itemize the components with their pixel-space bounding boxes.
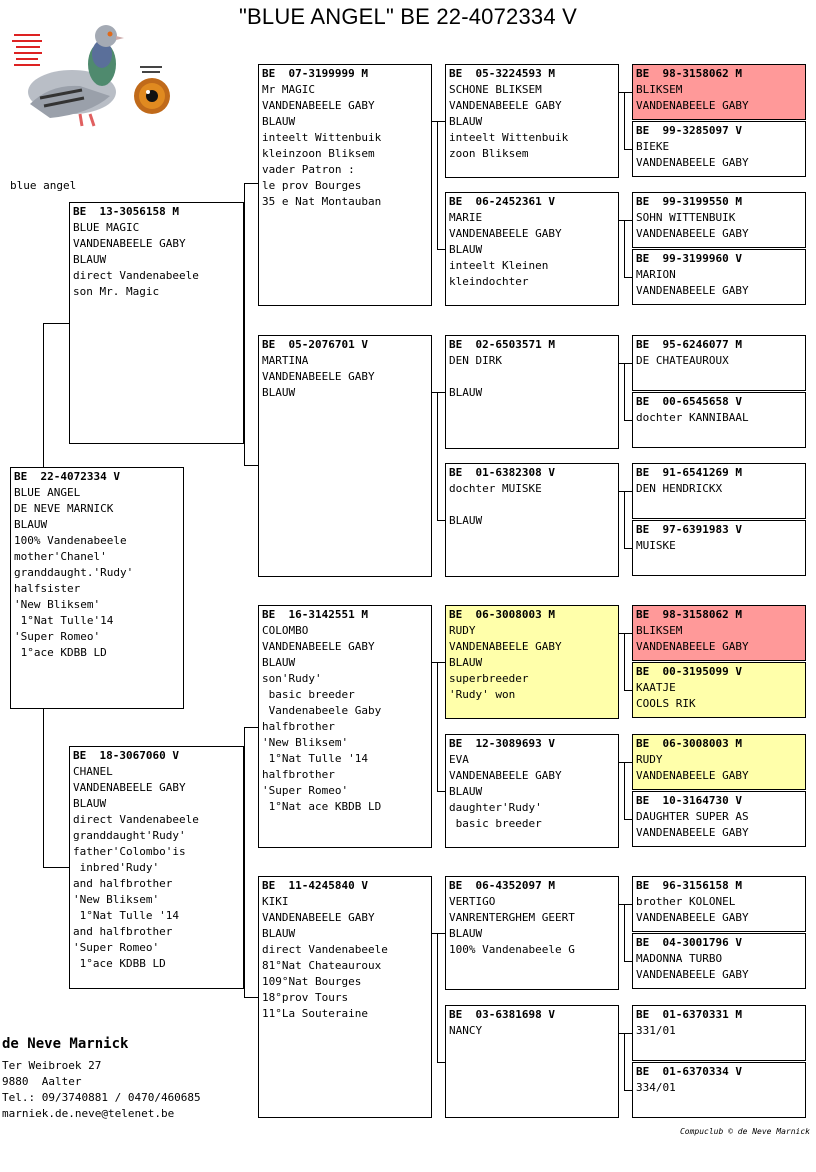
pigeon-card-g15 — [632, 1005, 806, 1061]
pigeon-info-line: VANDENABEELE GABY — [73, 237, 186, 250]
ring-number: BE 22-4072334 V — [14, 470, 120, 483]
pigeon-info-line: le prov Bourges — [262, 179, 362, 192]
ring-number: BE 06-4352097 M — [449, 879, 555, 892]
connector-line — [624, 904, 625, 961]
pigeon-info-line: BLAUW — [262, 386, 296, 399]
pigeon-info-line: SOHN WITTENBUIK — [636, 211, 736, 224]
pigeon-info-line: VANDENABEELE GABY — [636, 156, 749, 169]
ring-number: BE 01-6382308 V — [449, 466, 555, 479]
pigeon-info-line: 'New Bliksem' — [262, 736, 349, 749]
connector-line — [624, 1033, 625, 1090]
pigeon-info-line: 1°Nat Tulle'14 — [14, 614, 114, 627]
pigeon-card-mother — [69, 746, 244, 989]
pigeon-card-g14 — [632, 933, 806, 989]
ring-number: BE 06-2452361 V — [449, 195, 555, 208]
pigeon-info-line: BLAUW — [449, 927, 483, 940]
connector-line — [43, 867, 69, 868]
ring-number: BE 04-3001796 V — [636, 936, 742, 949]
connector-line — [624, 961, 632, 962]
pigeon-card-g16 — [632, 1062, 806, 1118]
pigeon-card-g5 — [632, 335, 806, 391]
connector-line — [43, 323, 44, 467]
pigeon-info-line: dochter KANNIBAAL — [636, 411, 749, 424]
pigeon-card-g7 — [632, 463, 806, 519]
ring-number: BE 96-3156158 M — [636, 879, 742, 892]
pigeon-info-line: inteelt Wittenbuik — [449, 131, 569, 144]
pigeon-info-line: inteelt Wittenbuik — [262, 131, 382, 144]
pigeon-info-line: VANDENABEELE GABY — [636, 911, 749, 924]
connector-line — [437, 791, 445, 792]
connector-line — [619, 363, 632, 364]
connector-line — [244, 727, 258, 728]
connector-line — [624, 690, 632, 691]
pigeon-info-line: BLAUW — [73, 253, 107, 266]
pigeon-card-g12 — [632, 791, 806, 847]
pigeon-card-g2 — [632, 121, 806, 177]
connector-line — [624, 548, 632, 549]
pigeon-info-line: halfbrother — [262, 720, 335, 733]
pigeon-card-g1 — [632, 64, 806, 120]
connector-line — [624, 491, 625, 548]
pigeon-info-line: BLIKSEM — [636, 83, 683, 96]
pigeon-info-line: 'Super Romeo' — [14, 630, 101, 643]
pigeon-info-line: VANDENABEELE GABY — [449, 640, 562, 653]
ring-number: BE 10-3164730 V — [636, 794, 742, 807]
pigeon-info-line: 18°prov Tours — [262, 991, 349, 1004]
ring-number: BE 12-3089693 V — [449, 737, 555, 750]
pigeon-info-line: DE CHATEAUROUX — [636, 354, 729, 367]
pigeon-info-line: VANDENABEELE GABY — [262, 911, 375, 924]
ring-number: BE 00-6545658 V — [636, 395, 742, 408]
ring-number: BE 98-3158062 M — [636, 67, 742, 80]
ring-number: BE 05-2076701 V — [262, 338, 368, 351]
pigeon-card-g10 — [632, 662, 806, 718]
connector-line — [624, 92, 625, 149]
pigeon-info-line: VANDENABEELE GABY — [636, 99, 749, 112]
pigeon-info-line: basic breeder — [262, 688, 355, 701]
connector-line — [43, 323, 69, 324]
connector-line — [437, 520, 445, 521]
pigeon-info-line: VANDENABEELE GABY — [636, 640, 749, 653]
owner-address: Ter Weibroek 27 — [2, 1059, 102, 1072]
pigeon-info-line: SCHONE BLIKSEM — [449, 83, 542, 96]
pigeon-card-mmf — [445, 876, 619, 990]
ring-number: BE 03-6381698 V — [449, 1008, 555, 1021]
pigeon-info-line: 1°ace KDBB LD — [14, 646, 107, 659]
pigeon-info-line: VANRENTERGHEM GEERT — [449, 911, 575, 924]
pigeon-info-line: DEN DIRK — [449, 354, 502, 367]
pigeon-info-line: VANDENABEELE GABY — [636, 826, 749, 839]
pigeon-info-line: direct Vandenabeele — [73, 269, 199, 282]
pigeon-info-line: VANDENABEELE GABY — [73, 781, 186, 794]
ring-number: BE 99-3199550 M — [636, 195, 742, 208]
owner-city: 9880 Aalter — [2, 1075, 82, 1088]
pigeon-info-line — [449, 497, 615, 513]
pigeon-info-line: 'Rudy' won — [449, 688, 516, 701]
connector-line — [244, 727, 245, 997]
pigeon-info-line: VANDENABEELE GABY — [636, 968, 749, 981]
pigeon-card-mm — [258, 876, 432, 1118]
pigeon-info-line: BLAUW — [449, 785, 483, 798]
connector-line — [437, 933, 438, 1062]
pigeon-info-line: kleinzoon Bliksem — [262, 147, 375, 160]
connector-line — [619, 220, 632, 221]
connector-line — [624, 633, 625, 690]
pigeon-info-line: RUDY — [636, 753, 663, 766]
pigeon-info-line: DAUGHTER SUPER AS — [636, 810, 749, 823]
pigeon-info-line: kleindochter — [449, 275, 529, 288]
pigeon-card-mff — [445, 605, 619, 719]
pigeon-info-line: 'New Bliksem' — [73, 893, 160, 906]
ring-number: BE 05-3224593 M — [449, 67, 555, 80]
connector-line — [437, 121, 438, 249]
connector-line — [432, 662, 445, 663]
pigeon-info-line: BLAUW — [262, 927, 296, 940]
pigeon-info-line: 11°La Souteraine — [262, 1007, 368, 1020]
pigeon-info-line: granddaught'Rudy' — [73, 829, 186, 842]
connector-line — [619, 491, 632, 492]
pigeon-info-line: BLAUW — [449, 656, 483, 669]
pigeon-card-fm — [258, 335, 432, 577]
pigeon-with-eye-logo — [10, 14, 170, 132]
ring-number: BE 07-3199999 M — [262, 67, 368, 80]
pigeon-info-line: MADONNA TURBO — [636, 952, 723, 965]
ring-number: BE 91-6541269 M — [636, 466, 742, 479]
connector-line — [624, 220, 625, 277]
pigeon-card-g3 — [632, 192, 806, 248]
pigeon-info-line: VANDENABEELE GABY — [636, 284, 749, 297]
pigeon-info-line — [449, 369, 615, 385]
pigeon-info-line: inbred'Rudy' — [73, 861, 160, 874]
pigeon-card-fmf — [445, 335, 619, 449]
connector-line — [624, 149, 632, 150]
pigeon-info-line: BIEKE — [636, 140, 670, 153]
ring-number: BE 99-3199960 V — [636, 252, 742, 265]
ring-number: BE 16-3142551 M — [262, 608, 368, 621]
pigeon-info-line: zoon Bliksem — [449, 147, 529, 160]
pigeon-card-g4 — [632, 249, 806, 305]
connector-line — [624, 363, 625, 420]
ring-number: BE 95-6246077 M — [636, 338, 742, 351]
pigeon-info-line: 'Super Romeo' — [73, 941, 160, 954]
pigeon-info-line: 35 e Nat Montauban — [262, 195, 382, 208]
connector-line — [244, 997, 258, 998]
pigeon-info-line: KIKI — [262, 895, 289, 908]
connector-line — [619, 762, 632, 763]
pigeon-info-line: VANDENABEELE GABY — [262, 640, 375, 653]
connector-line — [624, 762, 625, 819]
pigeon-info-line: inteelt Kleinen — [449, 259, 549, 272]
pigeon-info-line: 100% Vandenabeele G — [449, 943, 575, 956]
pigeon-info-line: COOLS RIK — [636, 697, 696, 710]
connector-line — [619, 1033, 632, 1034]
pigeon-card-subject — [10, 467, 184, 709]
pigeon-card-g6 — [632, 392, 806, 448]
pigeon-info-line: MARTINA — [262, 354, 309, 367]
pigeon-info-line: BLAUW — [262, 115, 296, 128]
pigeon-info-line: vader Patron : — [262, 163, 355, 176]
pigeon-info-line: halfbrother — [262, 768, 335, 781]
ring-number: BE 11-4245840 V — [262, 879, 368, 892]
pigeon-info-line: VANDENABEELE GABY — [449, 99, 562, 112]
connector-line — [624, 420, 632, 421]
connector-line — [432, 392, 445, 393]
pigeon-info-line: COLOMBO — [262, 624, 309, 637]
connector-line — [624, 819, 632, 820]
pedigree-subtitle: blue angel — [10, 179, 77, 192]
pigeon-card-fmm — [445, 463, 619, 577]
pigeon-info-line: KAATJE — [636, 681, 676, 694]
pigeon-info-line: VANDENABEELE GABY — [262, 99, 375, 112]
pigeon-info-line: BLAUW — [14, 518, 48, 531]
pigeon-info-line: BLAUW — [73, 797, 107, 810]
pigeon-info-line: 109°Nat Bourges — [262, 975, 362, 988]
pigeon-card-g8 — [632, 520, 806, 576]
pigeon-info-line: EVA — [449, 753, 469, 766]
connector-line — [437, 1062, 445, 1063]
ring-number: BE 06-3008003 M — [636, 737, 742, 750]
pigeon-info-line: son'Rudy' — [262, 672, 322, 685]
connector-line — [624, 277, 632, 278]
pigeon-info-line: 1°Nat Tulle '14 — [262, 752, 368, 765]
pigeon-info-line: superbreeder — [449, 672, 529, 685]
connector-line — [43, 709, 44, 867]
pigeon-info-line: mother'Chanel' — [14, 550, 107, 563]
ring-number: BE 13-3056158 M — [73, 205, 179, 218]
pigeon-info-line: MARION — [636, 268, 676, 281]
pigeon-card-g9 — [632, 605, 806, 661]
pigeon-info-line: direct Vandenabeele — [262, 943, 388, 956]
pigeon-info-line: son Mr. Magic — [73, 285, 160, 298]
connector-line — [244, 183, 245, 465]
pigeon-info-line: basic breeder — [449, 817, 542, 830]
pigeon-info-line: direct Vandenabeele — [73, 813, 199, 826]
ring-number: BE 06-3008003 M — [449, 608, 555, 621]
pigeon-card-ffm — [445, 192, 619, 306]
pigeon-info-line: BLUE ANGEL — [14, 486, 81, 499]
pigeon-card-g11 — [632, 734, 806, 790]
pigeon-info-line: 331/01 — [636, 1024, 676, 1037]
pigeon-card-ff — [258, 64, 432, 306]
owner-email[interactable]: marniek.de.neve@telenet.be — [2, 1107, 175, 1120]
connector-line — [437, 662, 438, 791]
pigeon-info-line: 100% Vandenabeele — [14, 534, 127, 547]
pigeon-info-line: 81°Nat Chateauroux — [262, 959, 382, 972]
pigeon-info-line: 'Super Romeo' — [262, 784, 349, 797]
pigeon-card-mmm — [445, 1005, 619, 1118]
ring-number: BE 98-3158062 M — [636, 608, 742, 621]
pigeon-card-g13 — [632, 876, 806, 932]
pigeon-info-line: VERTIGO — [449, 895, 496, 908]
pigeon-info-line: VANDENABEELE GABY — [449, 769, 562, 782]
pigeon-card-father — [69, 202, 244, 444]
pigeon-info-line: 1°Nat Tulle '14 — [73, 909, 179, 922]
pigeon-card-mfm — [445, 734, 619, 848]
connector-line — [244, 465, 258, 466]
connector-line — [619, 92, 632, 93]
connector-line — [624, 1090, 632, 1091]
pigeon-info-line: BLUE MAGIC — [73, 221, 140, 234]
ring-number: BE 01-6370331 M — [636, 1008, 742, 1021]
connector-line — [619, 633, 632, 634]
pigeon-info-line: BLAUW — [449, 115, 483, 128]
owner-phone: Tel.: 09/3740881 / 0470/460685 — [2, 1091, 201, 1104]
pigeon-info-line: BLAUW — [449, 243, 483, 256]
connector-line — [437, 249, 445, 250]
connector-line — [619, 904, 632, 905]
pigeon-info-line: VANDENABEELE GABY — [636, 769, 749, 782]
pigeon-info-line: 1°ace KDBB LD — [73, 957, 166, 970]
ring-number: BE 18-3067060 V — [73, 749, 179, 762]
pigeon-info-line: 1°Nat ace KBDB LD — [262, 800, 382, 813]
pigeon-info-line: VANDENABEELE GABY — [262, 370, 375, 383]
connector-line — [432, 933, 445, 934]
connector-line — [437, 392, 438, 520]
pigeon-info-line: CHANEL — [73, 765, 113, 778]
ring-number: BE 02-6503571 M — [449, 338, 555, 351]
ring-number: BE 97-6391983 V — [636, 523, 742, 536]
pigeon-info-line: NANCY — [449, 1024, 483, 1037]
ring-number: BE 99-3285097 V — [636, 124, 742, 137]
pigeon-info-line: BLIKSEM — [636, 624, 683, 637]
pigeon-info-line: granddaught.'Rudy' — [14, 566, 134, 579]
connector-line — [244, 183, 258, 184]
pigeon-info-line: daughter'Rudy' — [449, 801, 542, 814]
pigeon-info-line: DEN HENDRICKX — [636, 482, 723, 495]
owner-name: de Neve Marnick — [2, 1036, 129, 1052]
pigeon-info-line: VANDENABEELE GABY — [636, 227, 749, 240]
pigeon-info-line: father'Colombo'is — [73, 845, 186, 858]
pigeon-info-line: Vandenabeele Gaby — [262, 704, 382, 717]
pigeon-info-line: BLAUW — [449, 386, 483, 399]
ring-number: BE 00-3195099 V — [636, 665, 742, 678]
pigeon-info-line: MUISKE — [636, 539, 676, 552]
pigeon-info-line: 'New Bliksem' — [14, 598, 101, 611]
page-title: "BLUE ANGEL" BE 22-4072334 V — [239, 4, 577, 29]
pigeon-info-line: MARIE — [449, 211, 483, 224]
pigeon-info-line: halfsister — [14, 582, 81, 595]
footer-copyright: Compuclub © de Neve Marnick — [679, 1127, 810, 1136]
pigeon-info-line: BLAUW — [262, 656, 296, 669]
pigeon-info-line: 334/01 — [636, 1081, 676, 1094]
pigeon-info-line: RUDY — [449, 624, 476, 637]
pigeon-card-fff — [445, 64, 619, 178]
pigeon-info-line: DE NEVE MARNICK — [14, 502, 114, 515]
pigeon-card-mf — [258, 605, 432, 848]
pigeon-info-line: Mr MAGIC — [262, 83, 315, 96]
pigeon-info-line: dochter MUISKE — [449, 482, 542, 495]
connector-line — [432, 121, 445, 122]
pigeon-info-line: BLAUW — [449, 514, 483, 527]
pigeon-info-line: and halfbrother — [73, 925, 173, 938]
owner-info — [2, 1036, 201, 1122]
pigeon-info-line: VANDENABEELE GABY — [449, 227, 562, 240]
ring-number: BE 01-6370334 V — [636, 1065, 742, 1078]
pigeon-info-line: and halfbrother — [73, 877, 173, 890]
pigeon-info-line: brother KOLONEL — [636, 895, 736, 908]
